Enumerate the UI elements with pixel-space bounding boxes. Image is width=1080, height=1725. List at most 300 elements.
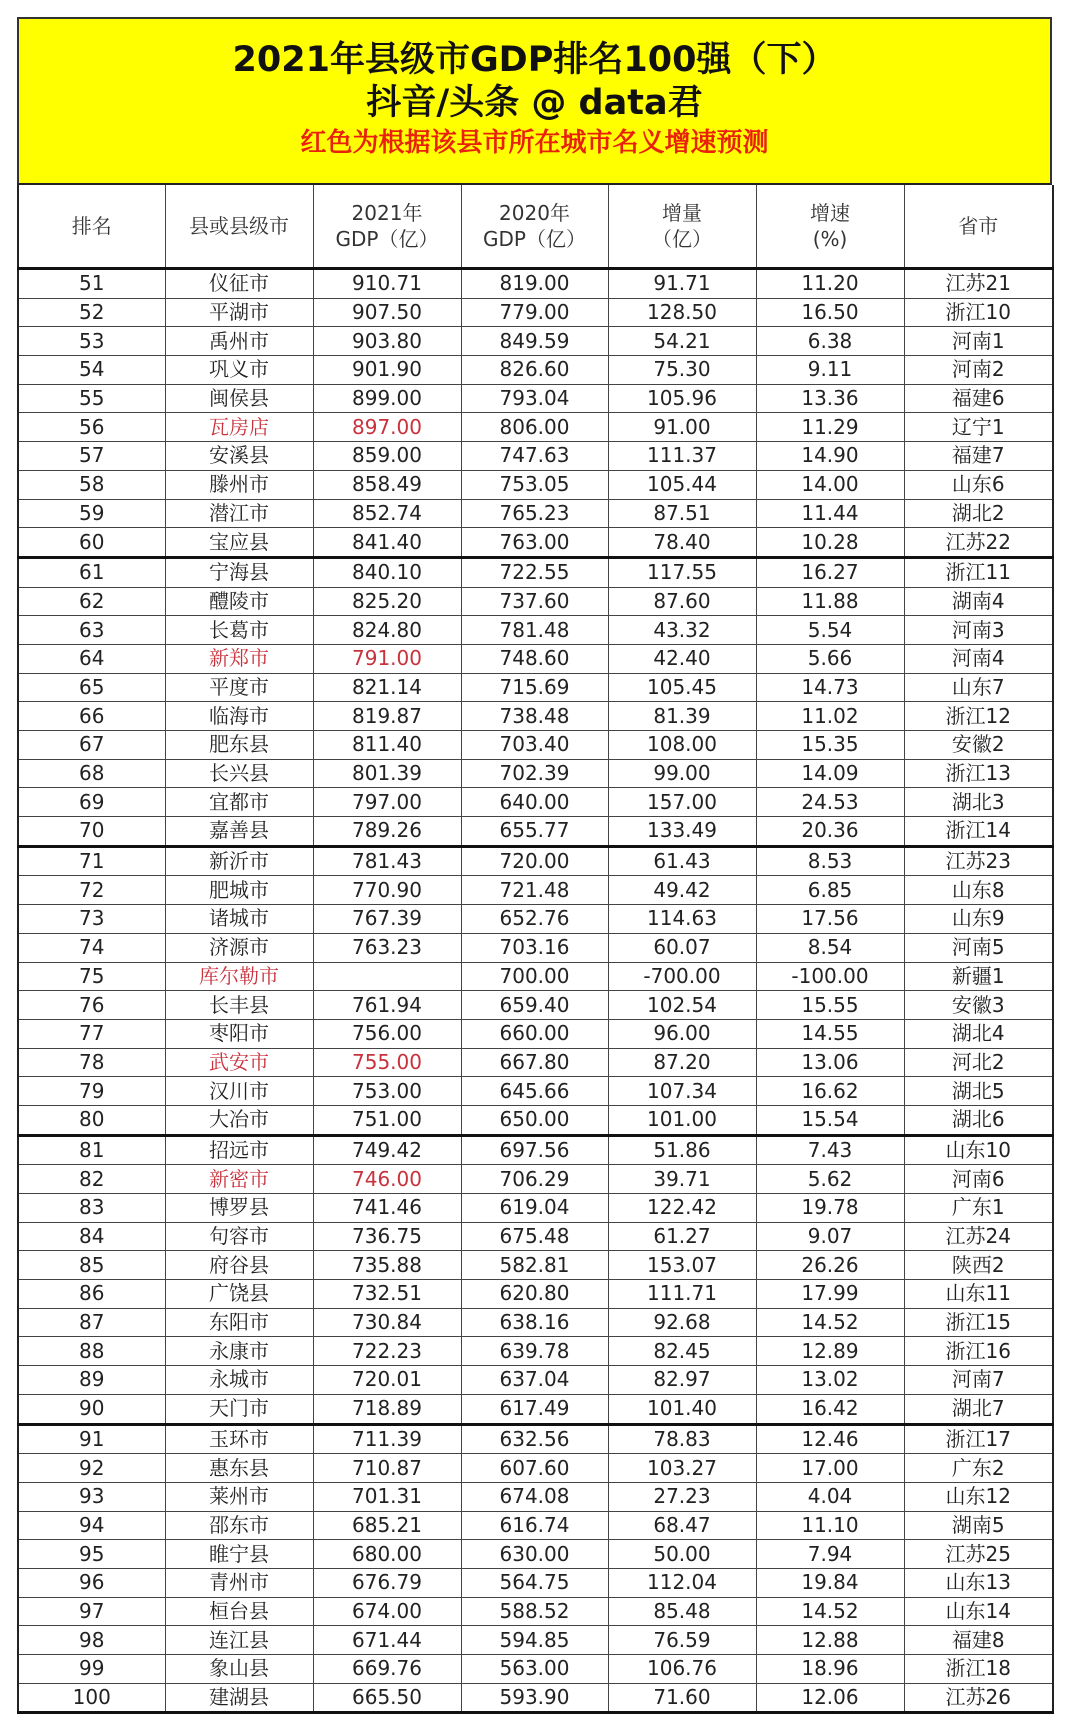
- rank-cell: 63: [18, 616, 165, 645]
- growth-rate-cell: 17.99: [756, 1280, 904, 1309]
- column-header-line2: （亿）: [652, 227, 712, 251]
- province-cell: 湖北4: [904, 1019, 1053, 1048]
- increment-cell: 111.71: [608, 1280, 756, 1309]
- province-cell: 山东9: [904, 905, 1053, 934]
- county-name-cell: 库尔勒市: [165, 962, 313, 991]
- county-name-cell: 闽侯县: [165, 384, 313, 413]
- gdp-2020-cell: 697.56: [461, 1135, 608, 1165]
- gdp-2020-cell: 765.23: [461, 499, 608, 528]
- county-name-cell: 宜都市: [165, 788, 313, 817]
- increment-cell: 27.23: [608, 1482, 756, 1511]
- gdp-2020-cell: 652.76: [461, 905, 608, 934]
- gdp-2021-cell: 841.40: [313, 528, 461, 558]
- gdp-2020-cell: 660.00: [461, 1019, 608, 1048]
- rank-cell: 65: [18, 673, 165, 702]
- county-name-cell: 新密市: [165, 1165, 313, 1194]
- gdp-2021-cell: 899.00: [313, 384, 461, 413]
- growth-rate-cell: 12.89: [756, 1337, 904, 1366]
- rank-cell: 90: [18, 1394, 165, 1424]
- gdp-2021-cell: 676.79: [313, 1568, 461, 1597]
- table-row: [18, 731, 1053, 760]
- county-name-cell: 新郑市: [165, 644, 313, 673]
- column-header-line2: (%): [812, 227, 848, 251]
- county-name-cell: 长葛市: [165, 616, 313, 645]
- increment-cell: 75.30: [608, 356, 756, 385]
- gdp-2020-cell: 826.60: [461, 356, 608, 385]
- rank-cell: 58: [18, 470, 165, 499]
- province-cell: 山东11: [904, 1280, 1053, 1309]
- column-header-county-name: [165, 185, 313, 269]
- increment-cell: 92.68: [608, 1308, 756, 1337]
- rank-cell: 54: [18, 356, 165, 385]
- gdp-2020-cell: 806.00: [461, 413, 608, 442]
- gdp-2021-cell: 819.87: [313, 702, 461, 731]
- province-cell: 湖北5: [904, 1077, 1053, 1106]
- growth-rate-cell: 24.53: [756, 788, 904, 817]
- table-row: [18, 587, 1053, 616]
- gdp-2021-cell: 825.20: [313, 587, 461, 616]
- gdp-2020-cell: 793.04: [461, 384, 608, 413]
- rank-cell: 97: [18, 1597, 165, 1626]
- growth-rate-cell: 15.55: [756, 991, 904, 1020]
- gdp-2021-cell: 789.26: [313, 817, 461, 847]
- county-name-cell: 大冶市: [165, 1105, 313, 1135]
- column-header-line2: GDP（亿）: [335, 227, 439, 251]
- increment-cell: 81.39: [608, 702, 756, 731]
- increment-cell: 60.07: [608, 933, 756, 962]
- gdp-2021-cell: 710.87: [313, 1454, 461, 1483]
- county-name-cell: 长兴县: [165, 759, 313, 788]
- column-header-line1: 增量: [662, 201, 702, 225]
- table-row: [18, 1568, 1053, 1597]
- growth-rate-cell: 9.07: [756, 1222, 904, 1251]
- county-name-cell: 醴陵市: [165, 587, 313, 616]
- table-row: [18, 528, 1053, 558]
- increment-cell: 68.47: [608, 1511, 756, 1540]
- county-name-cell: 宝应县: [165, 528, 313, 558]
- gdp-2020-cell: 703.40: [461, 731, 608, 760]
- increment-cell: -700.00: [608, 962, 756, 991]
- county-name-cell: 嘉善县: [165, 817, 313, 847]
- rank-cell: 51: [18, 269, 165, 299]
- increment-cell: 133.49: [608, 817, 756, 847]
- increment-cell: 103.27: [608, 1454, 756, 1483]
- column-header-rank: [18, 185, 165, 269]
- rank-cell: 96: [18, 1568, 165, 1597]
- province-cell: 山东12: [904, 1482, 1053, 1511]
- county-name-cell: 邵东市: [165, 1511, 313, 1540]
- county-name-cell: 滕州市: [165, 470, 313, 499]
- increment-cell: 87.20: [608, 1048, 756, 1077]
- gdp-2020-cell: 640.00: [461, 788, 608, 817]
- table-row: [18, 1626, 1053, 1655]
- increment-cell: 106.76: [608, 1655, 756, 1684]
- gdp-2020-cell: 737.60: [461, 587, 608, 616]
- gdp-2021-cell: 901.90: [313, 356, 461, 385]
- table-row: [18, 356, 1053, 385]
- increment-cell: 82.97: [608, 1366, 756, 1395]
- rank-cell: 81: [18, 1135, 165, 1165]
- gdp-2021-cell: 903.80: [313, 327, 461, 356]
- province-cell: 山东7: [904, 673, 1053, 702]
- gdp-2021-cell: 735.88: [313, 1251, 461, 1280]
- county-name-cell: 汉川市: [165, 1077, 313, 1106]
- table-row: [18, 1394, 1053, 1424]
- gdp-2020-cell: 748.60: [461, 644, 608, 673]
- gdp-2020-cell: 563.00: [461, 1655, 608, 1684]
- growth-rate-cell: 11.44: [756, 499, 904, 528]
- gdp-2021-cell: 811.40: [313, 731, 461, 760]
- page-title: 2021年县级市GDP排名100强（下）: [232, 40, 837, 80]
- increment-cell: 101.40: [608, 1394, 756, 1424]
- rank-cell: 92: [18, 1454, 165, 1483]
- table-row: [18, 1424, 1053, 1454]
- table-row: [18, 1077, 1053, 1106]
- province-cell: 福建6: [904, 384, 1053, 413]
- gdp-2020-cell: 675.48: [461, 1222, 608, 1251]
- province-cell: 广东2: [904, 1454, 1053, 1483]
- province-cell: 山东8: [904, 876, 1053, 905]
- table-row: [18, 616, 1053, 645]
- province-cell: 浙江13: [904, 759, 1053, 788]
- rank-cell: 80: [18, 1105, 165, 1135]
- county-name-cell: 广饶县: [165, 1280, 313, 1309]
- gdp-2020-cell: 720.00: [461, 846, 608, 876]
- table-row: [18, 876, 1053, 905]
- gdp-2021-cell: 910.71: [313, 269, 461, 299]
- province-cell: 山东14: [904, 1597, 1053, 1626]
- gdp-2020-cell: 674.08: [461, 1482, 608, 1511]
- table-row: [18, 1165, 1053, 1194]
- province-cell: 河南7: [904, 1366, 1053, 1395]
- table-row: [18, 1280, 1053, 1309]
- gdp-2021-cell: 840.10: [313, 557, 461, 587]
- increment-cell: 61.43: [608, 846, 756, 876]
- rank-cell: 94: [18, 1511, 165, 1540]
- gdp-2020-cell: 639.78: [461, 1337, 608, 1366]
- gdp-2020-cell: 594.85: [461, 1626, 608, 1655]
- gdp-2021-cell: 821.14: [313, 673, 461, 702]
- rank-cell: 64: [18, 644, 165, 673]
- growth-rate-cell: 7.43: [756, 1135, 904, 1165]
- province-cell: 浙江11: [904, 557, 1053, 587]
- gdp-2020-cell: 747.63: [461, 442, 608, 471]
- increment-cell: 117.55: [608, 557, 756, 587]
- increment-cell: 102.54: [608, 991, 756, 1020]
- column-header-line1: 省市: [958, 214, 999, 238]
- growth-rate-cell: 4.04: [756, 1482, 904, 1511]
- column-header-line1: 排名: [71, 214, 112, 238]
- increment-cell: 61.27: [608, 1222, 756, 1251]
- increment-cell: 128.50: [608, 298, 756, 327]
- column-header-line1: 2020年: [499, 201, 570, 225]
- gdp-2020-cell: 645.66: [461, 1077, 608, 1106]
- increment-cell: 157.00: [608, 788, 756, 817]
- red-highlight-note: 红色为根据该县市所在城市名义增速预测: [300, 128, 769, 158]
- province-cell: 河南4: [904, 644, 1053, 673]
- province-cell: 浙江16: [904, 1337, 1053, 1366]
- province-cell: 河南5: [904, 933, 1053, 962]
- increment-cell: 54.21: [608, 327, 756, 356]
- rank-cell: 78: [18, 1048, 165, 1077]
- gdp-2021-cell: [313, 962, 461, 991]
- table-row: [18, 1251, 1053, 1280]
- growth-rate-cell: 11.02: [756, 702, 904, 731]
- county-name-cell: 平度市: [165, 673, 313, 702]
- gdp-2020-cell: 638.16: [461, 1308, 608, 1337]
- county-name-cell: 睢宁县: [165, 1540, 313, 1569]
- gdp-2020-cell: 582.81: [461, 1251, 608, 1280]
- county-name-cell: 平湖市: [165, 298, 313, 327]
- province-cell: 山东13: [904, 1568, 1053, 1597]
- table-row: [18, 905, 1053, 934]
- gdp-2021-cell: 753.00: [313, 1077, 461, 1106]
- county-name-cell: 诸城市: [165, 905, 313, 934]
- gdp-2021-cell: 824.80: [313, 616, 461, 645]
- county-name-cell: 济源市: [165, 933, 313, 962]
- gdp-2020-cell: 721.48: [461, 876, 608, 905]
- increment-cell: 82.45: [608, 1337, 756, 1366]
- growth-rate-cell: 11.10: [756, 1511, 904, 1540]
- gdp-2021-cell: 755.00: [313, 1048, 461, 1077]
- table-row: [18, 1308, 1053, 1337]
- rank-cell: 76: [18, 991, 165, 1020]
- province-cell: 河南2: [904, 356, 1053, 385]
- county-name-cell: 博罗县: [165, 1194, 313, 1223]
- table-row: [18, 644, 1053, 673]
- rank-cell: 57: [18, 442, 165, 471]
- rank-cell: 62: [18, 587, 165, 616]
- growth-rate-cell: 17.00: [756, 1454, 904, 1483]
- table-row: [18, 1135, 1053, 1165]
- increment-cell: 49.42: [608, 876, 756, 905]
- rank-cell: 74: [18, 933, 165, 962]
- column-header-line1: 县或县级市: [189, 214, 289, 238]
- growth-rate-cell: 16.62: [756, 1077, 904, 1106]
- column-header-line1: 2021年: [351, 201, 423, 225]
- table-row: [18, 384, 1053, 413]
- gdp-2021-cell: 859.00: [313, 442, 461, 471]
- increment-cell: 42.40: [608, 644, 756, 673]
- table-row: [18, 1655, 1053, 1684]
- increment-cell: 71.60: [608, 1683, 756, 1713]
- table-row: [18, 1337, 1053, 1366]
- table-row: [18, 991, 1053, 1020]
- gdp-2020-cell: 637.04: [461, 1366, 608, 1395]
- rank-cell: 93: [18, 1482, 165, 1511]
- gdp-2021-cell: 711.39: [313, 1424, 461, 1454]
- rank-cell: 95: [18, 1540, 165, 1569]
- rank-cell: 66: [18, 702, 165, 731]
- gdp-2020-cell: 650.00: [461, 1105, 608, 1135]
- province-cell: 河南3: [904, 616, 1053, 645]
- gdp-2021-cell: 736.75: [313, 1222, 461, 1251]
- gdp-2020-cell: 617.49: [461, 1394, 608, 1424]
- gdp-2021-cell: 720.01: [313, 1366, 461, 1395]
- table-row: [18, 1482, 1053, 1511]
- growth-rate-cell: 15.54: [756, 1105, 904, 1135]
- province-cell: 湖北2: [904, 499, 1053, 528]
- county-name-cell: 永城市: [165, 1366, 313, 1395]
- rank-cell: 75: [18, 962, 165, 991]
- gdp-2020-cell: 655.77: [461, 817, 608, 847]
- growth-rate-cell: 11.20: [756, 269, 904, 299]
- province-cell: 河南6: [904, 1165, 1053, 1194]
- rank-cell: 99: [18, 1655, 165, 1684]
- gdp-ranking-sheet: [17, 17, 1052, 1714]
- table-row: [18, 846, 1053, 876]
- increment-cell: 122.42: [608, 1194, 756, 1223]
- county-name-cell: 枣阳市: [165, 1019, 313, 1048]
- rank-cell: 79: [18, 1077, 165, 1106]
- growth-rate-cell: 8.54: [756, 933, 904, 962]
- growth-rate-cell: 20.36: [756, 817, 904, 847]
- province-cell: 安徽3: [904, 991, 1053, 1020]
- table-body: [18, 269, 1053, 1713]
- growth-rate-cell: 10.28: [756, 528, 904, 558]
- table-row: [18, 442, 1053, 471]
- gdp-2021-cell: 722.23: [313, 1337, 461, 1366]
- growth-rate-cell: 13.36: [756, 384, 904, 413]
- province-cell: 湖北7: [904, 1394, 1053, 1424]
- rank-cell: 82: [18, 1165, 165, 1194]
- gdp-2021-cell: 665.50: [313, 1683, 461, 1713]
- county-name-cell: 仪征市: [165, 269, 313, 299]
- gdp-2021-cell: 749.42: [313, 1135, 461, 1165]
- gdp-2021-cell: 791.00: [313, 644, 461, 673]
- gdp-2021-cell: 907.50: [313, 298, 461, 327]
- rank-cell: 86: [18, 1280, 165, 1309]
- gdp-2020-cell: 715.69: [461, 673, 608, 702]
- province-cell: 湖北3: [904, 788, 1053, 817]
- growth-rate-cell: 17.56: [756, 905, 904, 934]
- growth-rate-cell: 14.55: [756, 1019, 904, 1048]
- gdp-2020-cell: 616.74: [461, 1511, 608, 1540]
- growth-rate-cell: 12.88: [756, 1626, 904, 1655]
- increment-cell: 91.00: [608, 413, 756, 442]
- rank-cell: 60: [18, 528, 165, 558]
- province-cell: 湖南5: [904, 1511, 1053, 1540]
- rank-cell: 72: [18, 876, 165, 905]
- growth-rate-cell: 6.85: [756, 876, 904, 905]
- growth-rate-cell: 8.53: [756, 846, 904, 876]
- county-name-cell: 临海市: [165, 702, 313, 731]
- province-cell: 新疆1: [904, 962, 1053, 991]
- increment-cell: 112.04: [608, 1568, 756, 1597]
- table-row: [18, 933, 1053, 962]
- rank-cell: 70: [18, 817, 165, 847]
- increment-cell: 91.71: [608, 269, 756, 299]
- county-name-cell: 招远市: [165, 1135, 313, 1165]
- county-name-cell: 潜江市: [165, 499, 313, 528]
- increment-cell: 107.34: [608, 1077, 756, 1106]
- table-row: [18, 1683, 1053, 1713]
- growth-rate-cell: 11.29: [756, 413, 904, 442]
- column-header-gdp-2021: [313, 185, 461, 269]
- province-cell: 浙江14: [904, 817, 1053, 847]
- gdp-2021-cell: 858.49: [313, 470, 461, 499]
- rank-cell: 85: [18, 1251, 165, 1280]
- column-header-gdp-2020: [461, 185, 608, 269]
- table-row: [18, 1105, 1053, 1135]
- gdp-2021-cell: 770.90: [313, 876, 461, 905]
- gdp-2020-cell: 753.05: [461, 470, 608, 499]
- gdp-2020-cell: 738.48: [461, 702, 608, 731]
- county-name-cell: 巩义市: [165, 356, 313, 385]
- rank-cell: 69: [18, 788, 165, 817]
- title-banner: [17, 17, 1052, 185]
- gdp-2021-cell: 852.74: [313, 499, 461, 528]
- gdp-2020-cell: 619.04: [461, 1194, 608, 1223]
- county-name-cell: 玉环市: [165, 1424, 313, 1454]
- growth-rate-cell: 9.11: [756, 356, 904, 385]
- table-row: [18, 1366, 1053, 1395]
- province-cell: 江苏23: [904, 846, 1053, 876]
- gdp-2021-cell: 767.39: [313, 905, 461, 934]
- province-cell: 浙江12: [904, 702, 1053, 731]
- increment-cell: 111.37: [608, 442, 756, 471]
- province-cell: 安徽2: [904, 731, 1053, 760]
- county-name-cell: 惠东县: [165, 1454, 313, 1483]
- increment-cell: 78.83: [608, 1424, 756, 1454]
- table-row: [18, 298, 1053, 327]
- increment-cell: 50.00: [608, 1540, 756, 1569]
- county-name-cell: 长丰县: [165, 991, 313, 1020]
- gdp-2020-cell: 630.00: [461, 1540, 608, 1569]
- growth-rate-cell: 19.78: [756, 1194, 904, 1223]
- increment-cell: 153.07: [608, 1251, 756, 1280]
- table-row: [18, 1540, 1053, 1569]
- gdp-2021-cell: 741.46: [313, 1194, 461, 1223]
- province-cell: 江苏26: [904, 1683, 1053, 1713]
- table-row: [18, 413, 1053, 442]
- increment-cell: 85.48: [608, 1597, 756, 1626]
- province-cell: 江苏25: [904, 1540, 1053, 1569]
- rank-cell: 56: [18, 413, 165, 442]
- gdp-2020-cell: 849.59: [461, 327, 608, 356]
- province-cell: 山东6: [904, 470, 1053, 499]
- county-name-cell: 青州市: [165, 1568, 313, 1597]
- gdp-2021-cell: 671.44: [313, 1626, 461, 1655]
- increment-cell: 105.45: [608, 673, 756, 702]
- column-header-line2: GDP（亿）: [483, 227, 586, 251]
- growth-rate-cell: 5.66: [756, 644, 904, 673]
- table-row: [18, 557, 1053, 587]
- increment-cell: 108.00: [608, 731, 756, 760]
- province-cell: 湖北6: [904, 1105, 1053, 1135]
- increment-cell: 105.96: [608, 384, 756, 413]
- county-name-cell: 新沂市: [165, 846, 313, 876]
- increment-cell: 99.00: [608, 759, 756, 788]
- increment-cell: 87.60: [608, 587, 756, 616]
- county-name-cell: 句容市: [165, 1222, 313, 1251]
- increment-cell: 39.71: [608, 1165, 756, 1194]
- rank-cell: 83: [18, 1194, 165, 1223]
- county-name-cell: 安溪县: [165, 442, 313, 471]
- gdp-2021-cell: 763.23: [313, 933, 461, 962]
- rank-cell: 88: [18, 1337, 165, 1366]
- rank-cell: 68: [18, 759, 165, 788]
- province-cell: 福建7: [904, 442, 1053, 471]
- province-cell: 陕西2: [904, 1251, 1053, 1280]
- page-subtitle: 抖音/头条 @ data君: [366, 83, 703, 123]
- gdp-2021-cell: 680.00: [313, 1540, 461, 1569]
- growth-rate-cell: 12.06: [756, 1683, 904, 1713]
- province-cell: 江苏24: [904, 1222, 1053, 1251]
- table-row: [18, 788, 1053, 817]
- gdp-2020-cell: 722.55: [461, 557, 608, 587]
- rank-cell: 52: [18, 298, 165, 327]
